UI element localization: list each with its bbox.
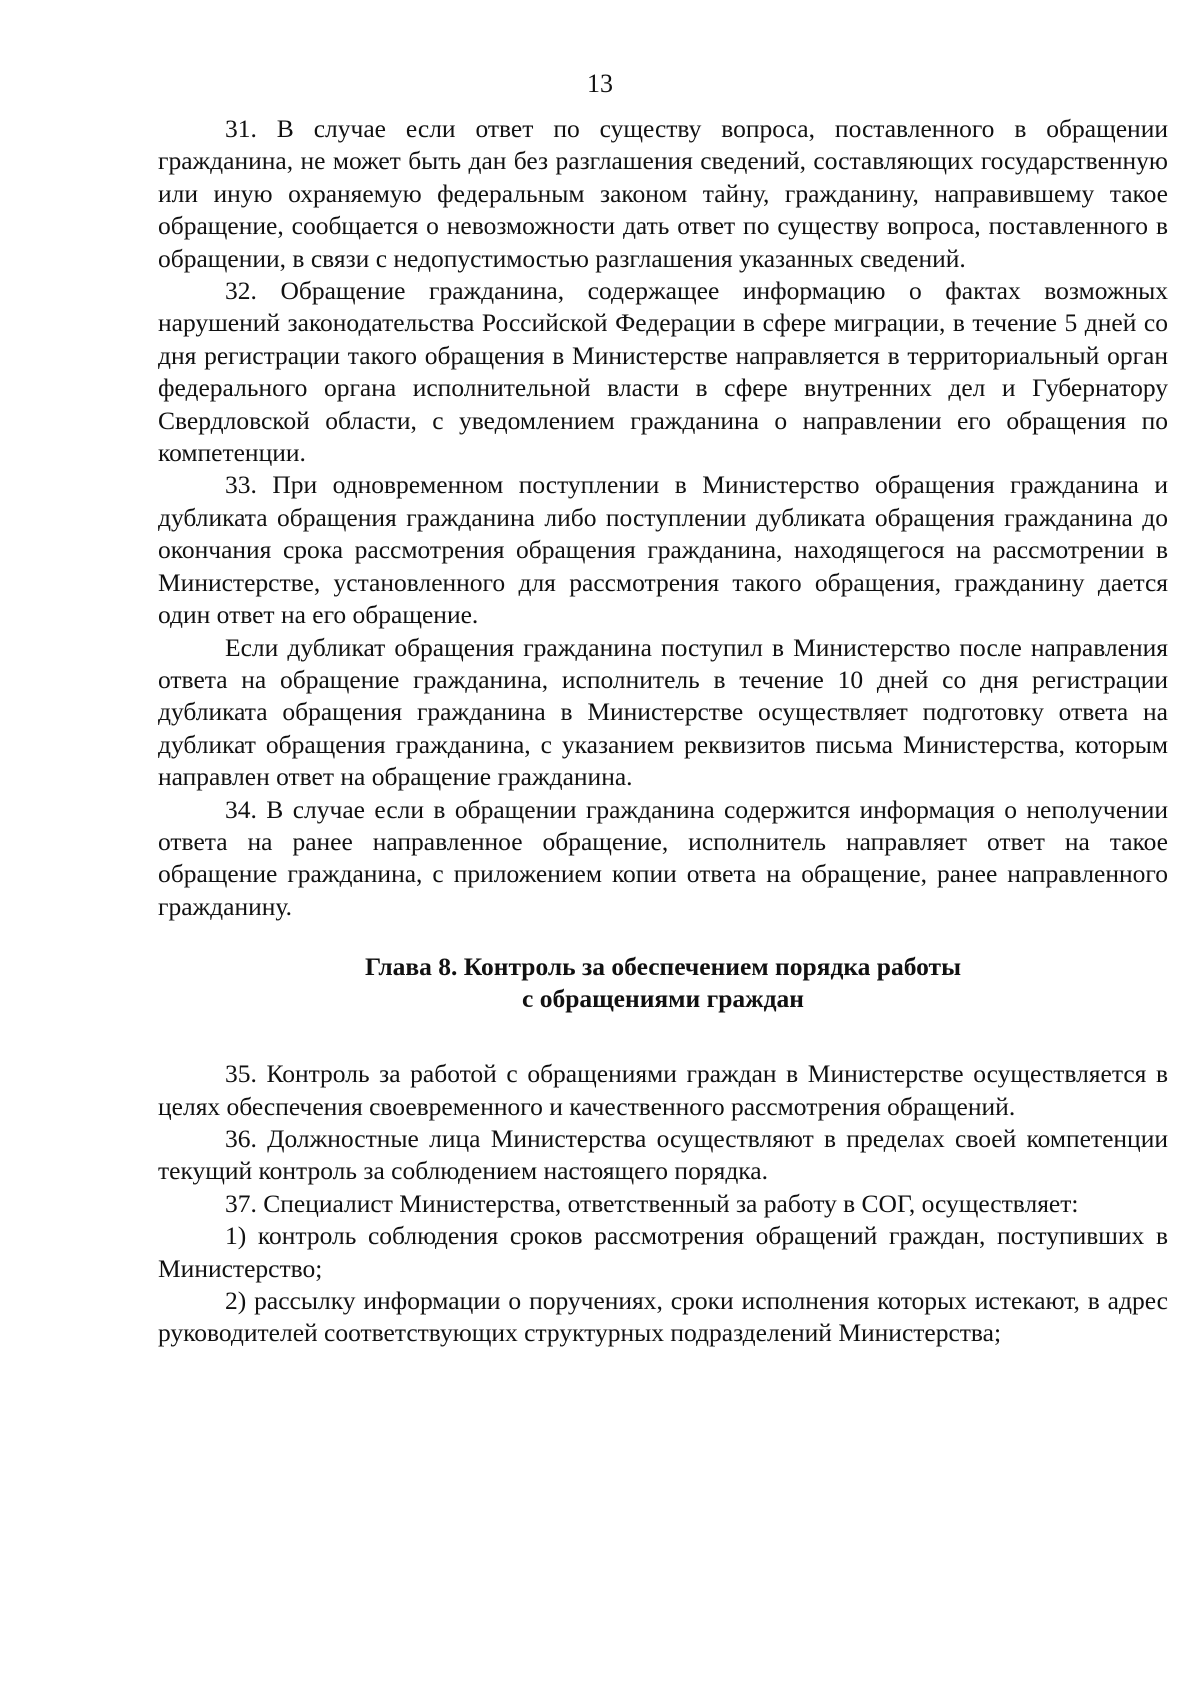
list-item-2: 2) рассылку информации о поручениях, сроки исполнения которых истекают, в адрес руководителей соответствующих структурных подразделений Министерства; bbox=[158, 1286, 1168, 1348]
document-body bbox=[158, 113, 1168, 1350]
paragraph-33-continued: Если дубликат обращения гражданина поступил в Министерство после направления ответа на обращение гражданина, исполнитель в течение 10 дней со дня регистрации дубликата обращения гражданина в Министерстве осуществляет подготовку ответа на дубликат обращения гражданина, с указанием реквизитов письма Министерства, которым направлен ответ на обращение гражданина. bbox=[158, 632, 1168, 792]
paragraph-31: 31. В случае если ответ по существу вопроса, поставленного в обращении гражданина, не может быть дан без разглашения сведений, составляющих государственную или иную охраняемую федеральным законом тайну, гражданину, направившему такое обращение, сообщается о невозможности дать ответ по существу вопроса, поставленного в обращении, в связи с недопустимостью разглашения указанных сведений. bbox=[158, 114, 1168, 273]
chapter-heading bbox=[158, 951, 1168, 1015]
paragraph-37: 37. Специалист Министерства, ответственный за работу в СОГ, осуществляет: bbox=[225, 1188, 1079, 1218]
chapter-heading-line-2: с обращениями граждан bbox=[522, 984, 804, 1014]
paragraph-32: 32. Обращение гражданина, содержащее информацию о фактах возможных нарушений законодательства Российской Федерации в сфере миграции, в течение 5 дней со дня регистрации такого обращения в Министерстве направляется в территориальный орган федерального органа исполнительной власти в сфере внутренних дел и Губернатору Свердловской области, с уведомлением гражданина о направлении его обращения по компетенции. bbox=[158, 276, 1168, 468]
paragraph-35: 35. Контроль за работой с обращениями граждан в Министерстве осуществляется в целях обеспечения своевременного и качественного рассмотрения обращений. bbox=[158, 1059, 1168, 1121]
page-number: 13 bbox=[587, 69, 613, 98]
paragraph-34: 34. В случае если в обращении гражданина содержится информация о неполучении ответа на ранее направленное обращение, исполнитель направляет ответ на такое обращение гражданина, с приложением копии ответа на обращение, ранее направленного гражданину. bbox=[158, 794, 1168, 921]
paragraph-36: 36. Должностные лица Министерства осуществляют в пределах своей компетенции текущий контроль за соблюдением настоящего порядка. bbox=[158, 1123, 1168, 1186]
paragraph-33: 33. При одновременном поступлении в Министерство обращения гражданина и дубликата обращения гражданина либо поступлении дубликата обращения гражданина до окончания срока рассмотрения обращения гражданина, находящегося на рассмотрении в Министерстве, установленного для рассмотрения такого обращения, гражданину дается один ответ на его обращение. bbox=[158, 470, 1168, 630]
list-item-1: 1) контроль соблюдения сроков рассмотрения обращений граждан, поступивших в Министерство; bbox=[158, 1221, 1168, 1283]
chapter-heading-line-1: Глава 8. Контроль за обеспечением порядка работы bbox=[364, 952, 961, 982]
